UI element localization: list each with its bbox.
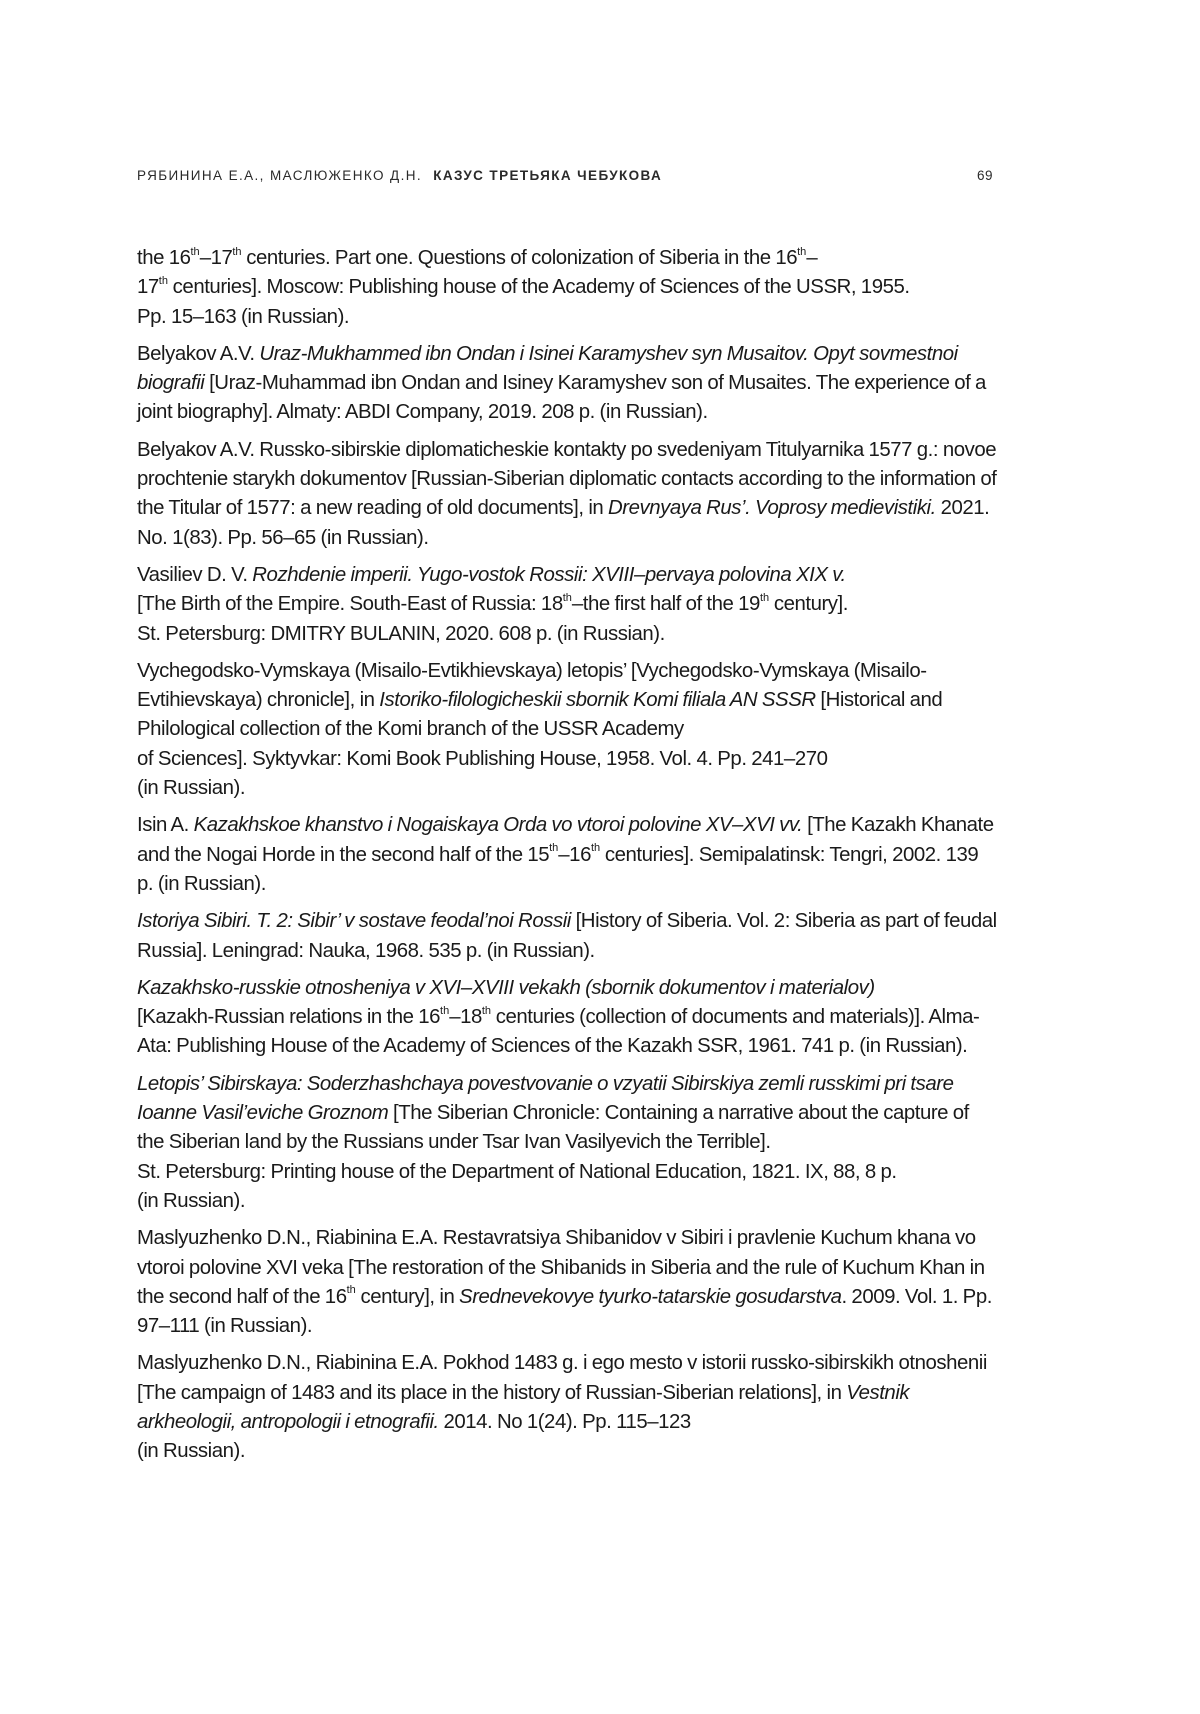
reference-text: [The Birth of the Empire. South-East of Russia: 18	[137, 593, 563, 615]
reference-italic-title: Istoriko-filologicheskii sbornik Komi filiala AN SSSR	[379, 689, 815, 711]
superscript-ordinal: th	[760, 592, 769, 604]
reference-text: [History of Siberia. Vol. 2: Siberia as part of feudal Russia]. Leningrad: Nauka, 1968. 535 p. (in Russian).	[137, 910, 997, 961]
superscript-ordinal: th	[563, 592, 572, 604]
reference-entry	[137, 1349, 999, 1466]
superscript-ordinal: th	[482, 1005, 491, 1017]
reference-entry	[137, 1224, 999, 1341]
reference-entry	[137, 436, 999, 553]
reference-text: –16	[558, 844, 591, 866]
reference-italic-title: Kazakhskoe khanstvo i Nogaiskaya Orda vo vtoroi polovine XV–XVI vv.	[194, 814, 803, 836]
reference-text: Maslyuzhenko D.N., Riabinina E.A. Restavratsiya Shibanidov v Sibiri i pravlenie Kuchum khana vo vtoroi polovine XVI veka [The restoration of the Shibanids in Siberia and the rule of Kuchum Khan in the second half of the 16	[137, 1227, 985, 1308]
reference-italic-title: Kazakhsko-russkie otnosheniya v XVI–XVIII vekakh (sbornik dokumentov i materialov)	[137, 977, 875, 999]
reference-text: [Uraz-Muhammad ibn Ondan and Isiney Karamyshev son of Musaites. The experience of a joint biography]. Almaty: ABDI Company, 2019. 208 p. (in Russian).	[137, 372, 986, 423]
reference-text: –17	[200, 247, 233, 269]
reference-italic-title: Drevnyaya Rus’. Voprosy medievistiki.	[608, 497, 936, 519]
reference-entry	[137, 974, 999, 1062]
reference-text: the 16	[137, 247, 191, 269]
reference-text: 2021. No. 1(83). Pp. 56–65 (in Russian).	[137, 497, 989, 548]
reference-text: (in Russian).	[137, 1190, 245, 1212]
reference-entry	[137, 1070, 999, 1216]
reference-entry	[137, 907, 999, 966]
reference-text: centuries]. Moscow: Publishing house of the Academy of Sciences of the USSR, 1955.	[168, 276, 910, 298]
reference-italic-title: Vestnik arkheologii, antropologii i etnografii.	[137, 1382, 909, 1433]
reference-entry	[137, 561, 999, 649]
reference-text: centuries (collection of documents and materials)]. Alma-Ata: Publishing House of the Academy of Sciences of the Kazakh SSR, 1961. 741 p. (in Russian).	[137, 1006, 979, 1057]
reference-text: (in Russian).	[137, 1440, 245, 1462]
reference-italic-title: Istoriya Sibiri. T. 2: Sibir’ v sostave feodal’noi Rossii	[137, 910, 571, 932]
reference-italic-title: Letopis’ Sibirskaya: Soderzhashchaya povestvovanie o vzyatii Sibirskiya zemli russkimi pri tsare Ioanne Vasil’eviche Groznom	[137, 1073, 954, 1124]
reference-text: –18	[449, 1006, 482, 1028]
page-number: 69	[977, 168, 993, 183]
reference-text: centuries]. Semipalatinsk: Tengri, 2002. 139 p. (in Russian).	[137, 844, 978, 895]
reference-text: Pp. 15–163 (in Russian).	[137, 306, 349, 328]
reference-text: century], in	[356, 1286, 459, 1308]
reference-entry	[137, 340, 999, 428]
reference-entry	[137, 811, 999, 899]
superscript-ordinal: th	[549, 842, 558, 854]
reference-text: century].	[769, 593, 848, 615]
reference-text: –	[806, 247, 817, 269]
header-authors: РЯБИНИНА Е.А., МАСЛЮЖЕНКО Д.Н.	[137, 168, 422, 183]
superscript-ordinal: th	[347, 1284, 356, 1296]
superscript-ordinal: th	[232, 246, 241, 258]
reference-text: 2014. No 1(24). Pp. 115–123	[439, 1411, 691, 1433]
reference-text: St. Petersburg: DMITRY BULANIN, 2020. 608 p. (in Russian).	[137, 623, 665, 645]
reference-list	[137, 244, 999, 1475]
reference-text: 17	[137, 276, 159, 298]
reference-text: Maslyuzhenko D.N., Riabinina E.A. Pokhod 1483 g. i ego mesto v istorii russko-sibirskikh otnoshenii [The campaign of 1483 and its place in the history of Russian-Siberian relations], in	[137, 1352, 987, 1403]
running-header	[137, 168, 993, 190]
reference-text: . 2009. Vol. 1. Pp. 97–111 (in Russian).	[137, 1286, 992, 1337]
reference-text: Vasiliev D. V.	[137, 564, 252, 586]
reference-text: [Kazakh-Russian relations in the 16	[137, 1006, 440, 1028]
reference-entry	[137, 244, 999, 332]
superscript-ordinal: th	[159, 275, 168, 287]
reference-italic-title: Srednevekovye tyurko-tatarskie gosudarstva	[459, 1286, 841, 1308]
reference-italic-title: Rozhdenie imperii. Yugo-vostok Rossii: XVIII–pervaya polovina XIX v.	[252, 564, 845, 586]
reference-text: Vychegodsko-Vymskaya (Misailo-Evtikhievskaya) letopis’ [Vychegodsko-Vymskaya (Misailo-Evtihievskaya) chronicle], in	[137, 660, 927, 711]
reference-text: Belyakov A.V.	[137, 343, 259, 365]
reference-text: Isin A.	[137, 814, 194, 836]
reference-text: St. Petersburg: Printing house of the Department of National Education, 1821. IX, 88, 8 p.	[137, 1161, 897, 1183]
reference-text: –the first half of the 19	[572, 593, 760, 615]
document-page	[0, 0, 1200, 1714]
reference-text: of Sciences]. Syktyvkar: Komi Book Publishing House, 1958. Vol. 4. Pp. 241–270	[137, 748, 828, 770]
header-article-title: КАЗУС ТРЕТЬЯКА ЧЕБУКОВА	[433, 168, 662, 183]
reference-text: centuries. Part one. Questions of colonization of Siberia in the 16	[242, 247, 798, 269]
reference-text: [The Siberian Chronicle: Containing a narrative about the capture of the Siberian land by the Russians under Tsar Ivan Vasilyevich the Terrible].	[137, 1102, 969, 1153]
reference-italic-title: Uraz-Mukhammed ibn Ondan i Isinei Karamyshev syn Musaitov. Opyt sovmestnoi biografii	[137, 343, 958, 394]
superscript-ordinal: th	[191, 246, 200, 258]
reference-text: [The Kazakh Khanate and the Nogai Horde in the second half of the 15	[137, 814, 994, 865]
reference-text: Belyakov A.V. Russko-sibirskie diplomaticheskie kontakty po svedeniyam Titulyarnika 1577 g.: novoe prochtenie starykh dokumentov [Russian-Siberian diplomatic contacts according to the information of the Titular of 1577: a new reading of old documents], in	[137, 439, 996, 520]
reference-text: (in Russian).	[137, 777, 245, 799]
reference-entry	[137, 657, 999, 803]
superscript-ordinal: th	[591, 842, 600, 854]
reference-text: [Historical and Philological collection of the Komi branch of the USSR Academy	[137, 689, 942, 740]
superscript-ordinal: th	[440, 1005, 449, 1017]
superscript-ordinal: th	[797, 246, 806, 258]
